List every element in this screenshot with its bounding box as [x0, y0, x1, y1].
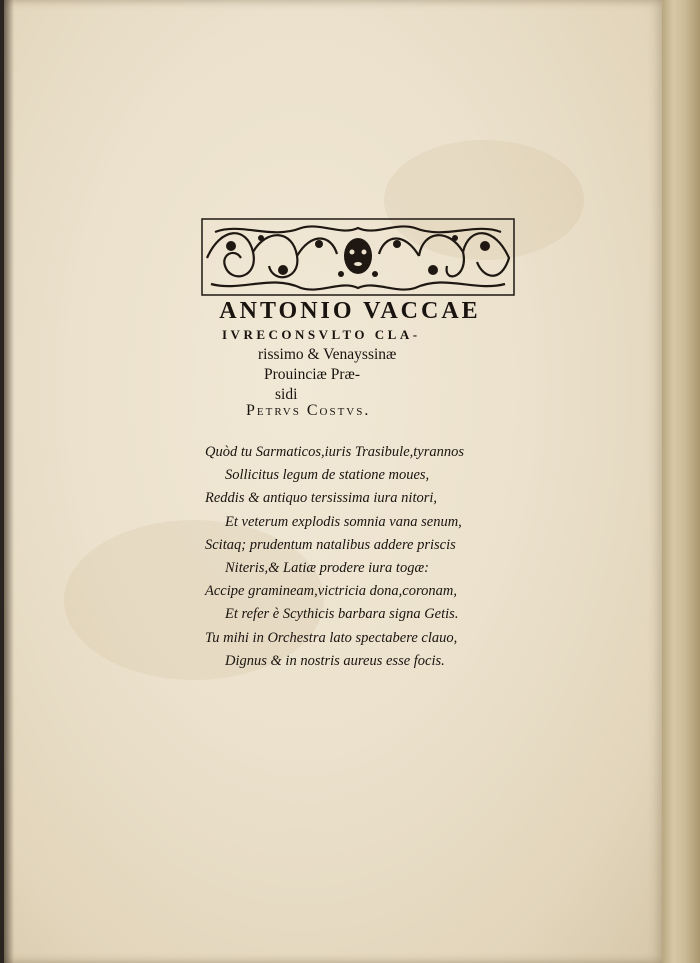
poem-line: Et veterum explodis somnia vana senum, [225, 513, 462, 530]
dedication-title-line: sidi [275, 386, 298, 403]
poem [205, 441, 505, 673]
poem-line: Niteris,& Latiæ prodere iura togæ: [225, 559, 429, 576]
poem-line: Sollicitus legum de statione moues, [225, 467, 430, 484]
poem-line: Dignus & in nostris aureus esse focis. [225, 652, 445, 669]
dedication-title-line: IVRECONSVLTO CLA- [222, 327, 421, 342]
poem-line: Et refer è Scythicis barbara signa Getis. [225, 606, 459, 623]
dedication-author: Petrvs Costvs. [246, 402, 371, 419]
dedication-title-line: Prouinciæ Præ- [264, 366, 361, 383]
page-edge [662, 0, 700, 963]
poem-line: Accipe gramineam,victricia dona,coronam, [205, 583, 457, 600]
poem-line: Quòd tu Sarmaticos,iuris Trasibule,tyrannos [205, 444, 465, 460]
poem-line: Reddis & antiquo tersissima iura nitori, [205, 490, 438, 507]
spine-shadow [4, 0, 14, 963]
dedication-title-line: rissimo & Venayssinæ [258, 346, 397, 363]
dedication-recipient-name: ANTONIO VACCAE [219, 298, 481, 324]
poem-line: Scitaq; prudentum natalibus addere priscis [205, 536, 456, 553]
floral-headpiece-icon [201, 218, 515, 296]
poem-line: Tu mihi in Orchestra lato spectabere clauo, [205, 629, 458, 646]
